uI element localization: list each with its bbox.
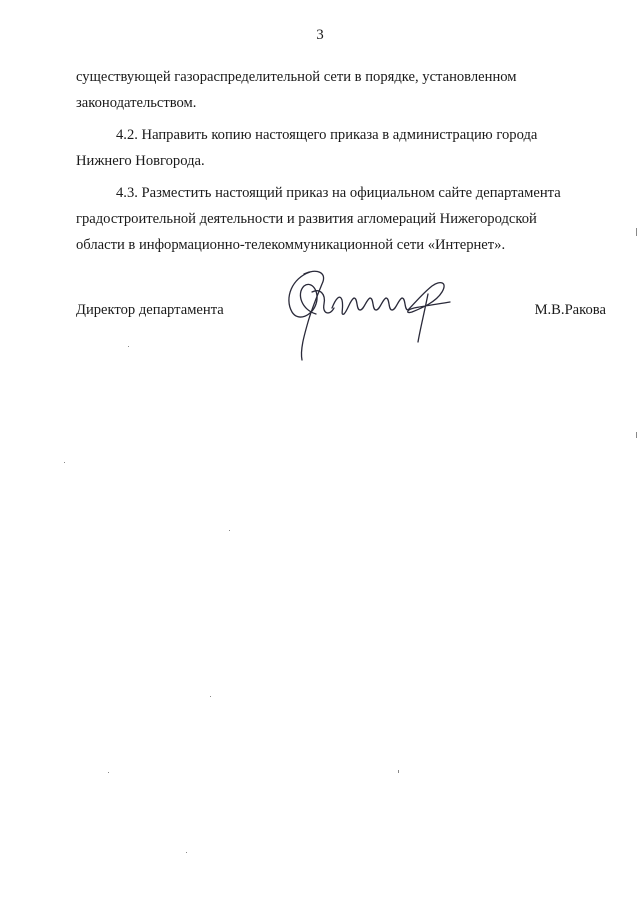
paragraph-3-line-1: 4.3. Разместить настоящий приказ на официальном сайте департамента [116, 185, 561, 201]
scan-speck [186, 852, 187, 853]
paragraph-3-line-2: градостроительной деятельности и развития агломераций Нижегородской [76, 211, 537, 227]
paragraph-1-line-1: существующей газораспределительной сети в порядке, установленном [76, 69, 517, 85]
scan-speck [64, 462, 65, 463]
document-body [76, 64, 606, 258]
page-number: 3 [316, 27, 324, 43]
signatory-title: Директор департамента [76, 302, 224, 318]
signatory-name: М.В.Ракова [534, 302, 606, 318]
scan-speck [636, 432, 637, 438]
scan-speck [128, 346, 129, 347]
scan-speck [229, 530, 230, 531]
scan-speck [108, 772, 109, 773]
paragraph-2-line-2: Нижнего Новгорода. [76, 153, 205, 169]
paragraph-2-line-1: 4.2. Направить копию настоящего приказа в администрацию города [116, 127, 538, 143]
scan-speck [398, 770, 399, 773]
scan-speck [636, 228, 637, 236]
paragraph-1-line-2: законодательством. [76, 95, 197, 111]
scan-speck [210, 696, 211, 697]
paragraph-3-line-3: области в информационно-телекоммуникационной сети «Интернет». [76, 237, 506, 253]
handwritten-signature [282, 264, 457, 364]
